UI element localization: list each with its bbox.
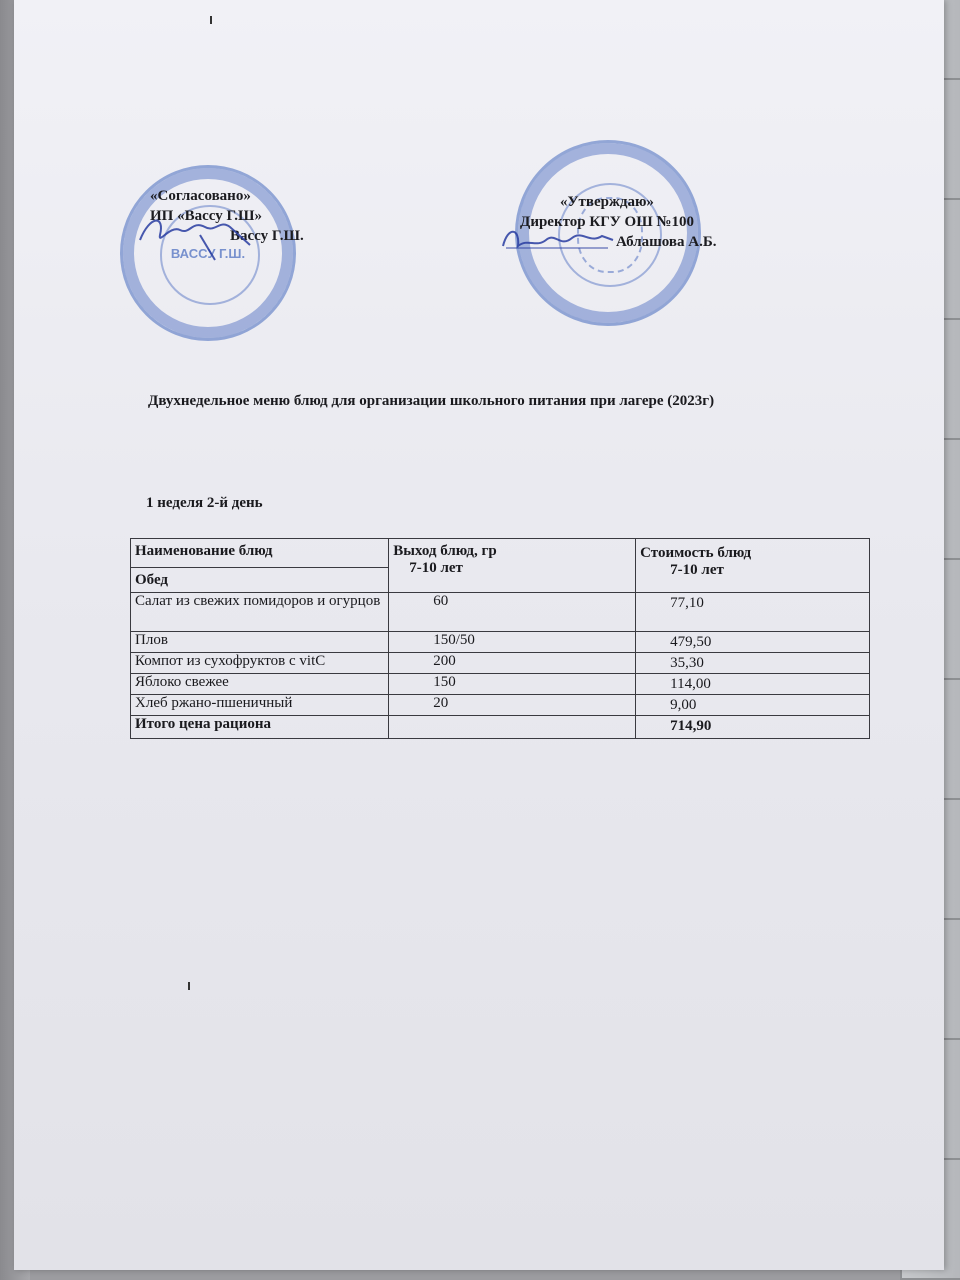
dish-name: Компот из сухофруктов с vitC bbox=[131, 653, 389, 674]
header-portion-line1: Выход блюд, гр bbox=[393, 543, 497, 559]
dish-price: 77,10 bbox=[636, 593, 870, 632]
dish-name: Плов bbox=[131, 632, 389, 653]
table-total-row bbox=[131, 716, 870, 739]
approval-left-line2: ИП «Вассу Г.Ш» bbox=[150, 208, 263, 224]
dish-price: 9,00 bbox=[636, 695, 870, 716]
stamp-left-text: ВАССУ Г.Ш. bbox=[170, 246, 246, 262]
header-price-line1: Стоимость блюд bbox=[640, 545, 752, 561]
header-price-line2: 7-10 лет bbox=[670, 562, 724, 578]
header-portion-line2: 7-10 лет bbox=[409, 560, 463, 576]
table-row bbox=[131, 632, 870, 653]
dish-portion: 20 bbox=[389, 695, 636, 716]
table-row bbox=[131, 695, 870, 716]
menu-table bbox=[130, 538, 870, 739]
dish-name: Яблоко свежее bbox=[131, 674, 389, 695]
section-label: Обед bbox=[131, 568, 389, 593]
table-row bbox=[131, 653, 870, 674]
table-row bbox=[131, 593, 870, 632]
signature-left bbox=[130, 205, 260, 265]
approval-right-line3: Аблашова А.Б. bbox=[616, 234, 717, 250]
total-label: Итого цена рациона bbox=[131, 716, 389, 739]
dish-portion: 60 bbox=[389, 593, 636, 632]
approval-right-line1: «Утверждаю» bbox=[560, 194, 654, 210]
document-title: Двухнедельное меню блюд для организации школьного питания при лагере (2023г) bbox=[148, 393, 715, 409]
header-portion bbox=[389, 539, 636, 593]
dish-price: 114,00 bbox=[636, 674, 870, 695]
total-price: 714,90 bbox=[636, 716, 870, 739]
header-dish-name: Наименование блюд bbox=[131, 539, 389, 568]
dish-portion: 150 bbox=[389, 674, 636, 695]
dish-price: 479,50 bbox=[636, 632, 870, 653]
dish-portion: 150/50 bbox=[389, 632, 636, 653]
dish-portion: 200 bbox=[389, 653, 636, 674]
dish-name: Хлеб ржано-пшеничный bbox=[131, 695, 389, 716]
approval-left-line1: «Согласовано» bbox=[150, 188, 251, 204]
header-price bbox=[636, 539, 870, 593]
dish-price: 35,30 bbox=[636, 653, 870, 674]
day-label: 1 неделя 2-й день bbox=[146, 495, 263, 511]
approval-right-line2: Директор КГУ ОШ №100 bbox=[520, 214, 695, 230]
paper-mark bbox=[188, 982, 190, 990]
approval-left-line3: Вассу Г.Ш. bbox=[230, 228, 304, 244]
signature-right bbox=[498, 218, 618, 263]
dish-name: Салат из свежих помидоров и огурцов bbox=[131, 593, 389, 632]
paper-mark bbox=[210, 16, 212, 24]
total-portion bbox=[389, 716, 636, 739]
table-row bbox=[131, 674, 870, 695]
table-header-row bbox=[131, 539, 870, 568]
